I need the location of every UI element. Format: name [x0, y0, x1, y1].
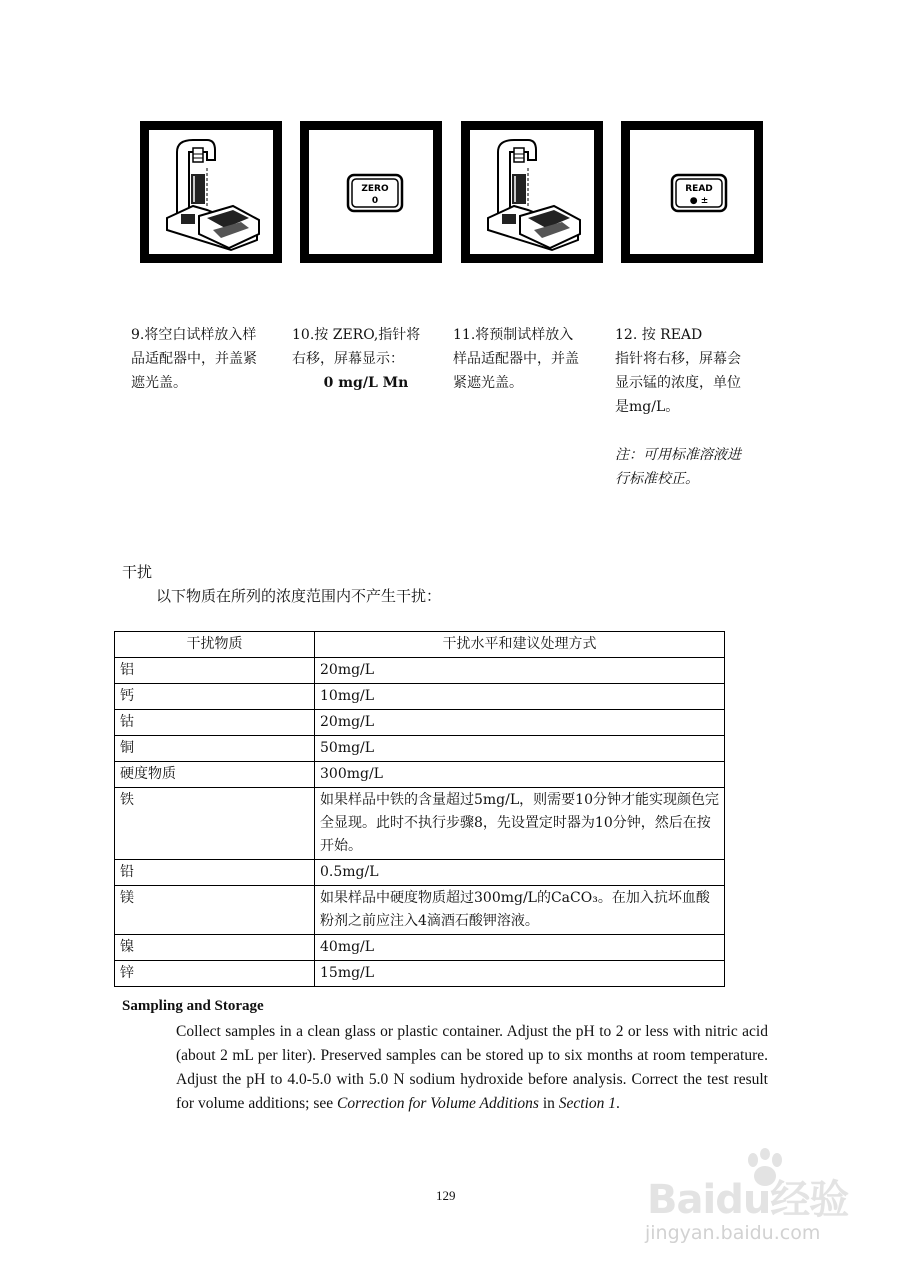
level-cell: 20mg/L — [315, 710, 725, 736]
step9-caption — [131, 299, 281, 395]
step11-text: 11.将预制试样放入 样品适配器中，并盖 紧遮光盖。 — [453, 327, 579, 391]
level-cell: 40mg/L — [315, 935, 725, 961]
substance-cell: 铁 — [115, 788, 315, 860]
step12-caption — [615, 299, 765, 515]
step10-illustration — [300, 121, 442, 263]
sampling-body — [176, 1020, 768, 1116]
level-cell: 15mg/L — [315, 961, 725, 987]
watermark-logo: Baidu经验 — [647, 1177, 849, 1223]
header-substance: 干扰物质 — [115, 632, 315, 658]
substance-cell: 硬度物质 — [115, 762, 315, 788]
watermark-url: jingyan.baidu.com — [645, 1222, 821, 1244]
colorimeter-icon — [470, 130, 594, 254]
sampling-mid: in — [538, 1095, 559, 1112]
step9-text: 9.将空白试样放入样 品适配器中，并盖紧 遮光盖。 — [131, 327, 257, 391]
interference-title: 干扰 — [122, 563, 153, 581]
sampling-title: Sampling and Storage — [122, 998, 264, 1014]
substance-cell: 镁 — [115, 886, 315, 935]
table-row — [115, 788, 725, 860]
table-row — [115, 935, 725, 961]
table-header-row — [115, 632, 725, 658]
table-row — [115, 684, 725, 710]
interference-table — [114, 631, 725, 987]
step9-illustration — [140, 121, 282, 263]
page-number: 129 — [436, 1188, 456, 1203]
substance-cell: 钴 — [115, 710, 315, 736]
level-cell: 如果样品中铁的含量超过5mg/L，则需要10分钟才能实现颜色完全显现。此时不执行步骤8，先设置定时器为10分钟，然后在按开始。 — [315, 788, 725, 860]
table-row — [115, 710, 725, 736]
colorimeter-icon — [149, 130, 273, 254]
step10-caption — [292, 299, 442, 419]
sampling-ref: Correction for Volume Additions — [337, 1095, 539, 1112]
level-cell: 50mg/L — [315, 736, 725, 762]
zero-button-sub: 0 — [371, 196, 379, 206]
table-row — [115, 961, 725, 987]
level-cell: 如果样品中硬度物质超过300mg/L的CaCO₃。在加入抗坏血酸粉剂之前应注入4滴酒石酸钾溶液。 — [315, 886, 725, 935]
sampling-section: Section 1 — [558, 1095, 616, 1112]
read-button-label: READ — [685, 184, 713, 194]
step12-note: 注：可用标准溶液进 行标准校正。 — [615, 447, 741, 487]
zero-button-icon — [309, 130, 433, 254]
sampling-text: Collect samples in a clean glass or plastic container. Adjust the pH to 2 or less with nitric acid (about 2 mL per liter). Preserved samples can be stored up to six months at room temperature. Adjust the pH to 4.0-5.0 with 5.0 N sodium hydroxide before analysis. Correct the test result for volume additions; see — [176, 1023, 768, 1112]
substance-cell: 铅 — [115, 860, 315, 886]
step12-illustration — [621, 121, 763, 263]
table-row — [115, 860, 725, 886]
step11-illustration — [461, 121, 603, 263]
level-cell: 20mg/L — [315, 658, 725, 684]
table-row — [115, 762, 725, 788]
zero-button-label: ZERO — [361, 184, 389, 194]
watermark — [645, 1148, 865, 1268]
step10-text: 10.按 ZERO,指针将 右移，屏幕显示： — [292, 327, 421, 367]
level-cell: 300mg/L — [315, 762, 725, 788]
table-row — [115, 658, 725, 684]
interference-intro: 以下物质在所列的浓度范围内不产生干扰： — [156, 587, 442, 605]
sampling-end: . — [616, 1095, 620, 1112]
substance-cell: 锌 — [115, 961, 315, 987]
header-level: 干扰水平和建议处理方式 — [315, 632, 725, 658]
table-row — [115, 736, 725, 762]
read-button-sub: ● ± — [689, 196, 709, 206]
level-cell: 10mg/L — [315, 684, 725, 710]
substance-cell: 铝 — [115, 658, 315, 684]
level-cell: 0.5mg/L — [315, 860, 725, 886]
substance-cell: 铜 — [115, 736, 315, 762]
substance-cell: 镍 — [115, 935, 315, 961]
step10-readout: 0 mg/L Mn — [323, 375, 409, 391]
table-row — [115, 886, 725, 935]
step12-text: 12. 按 READ 指针将右移，屏幕会 显示锰的浓度，单位 是mg/L。 — [615, 327, 741, 415]
substance-cell: 钙 — [115, 684, 315, 710]
read-button-icon — [630, 130, 754, 254]
step11-caption — [453, 299, 603, 395]
